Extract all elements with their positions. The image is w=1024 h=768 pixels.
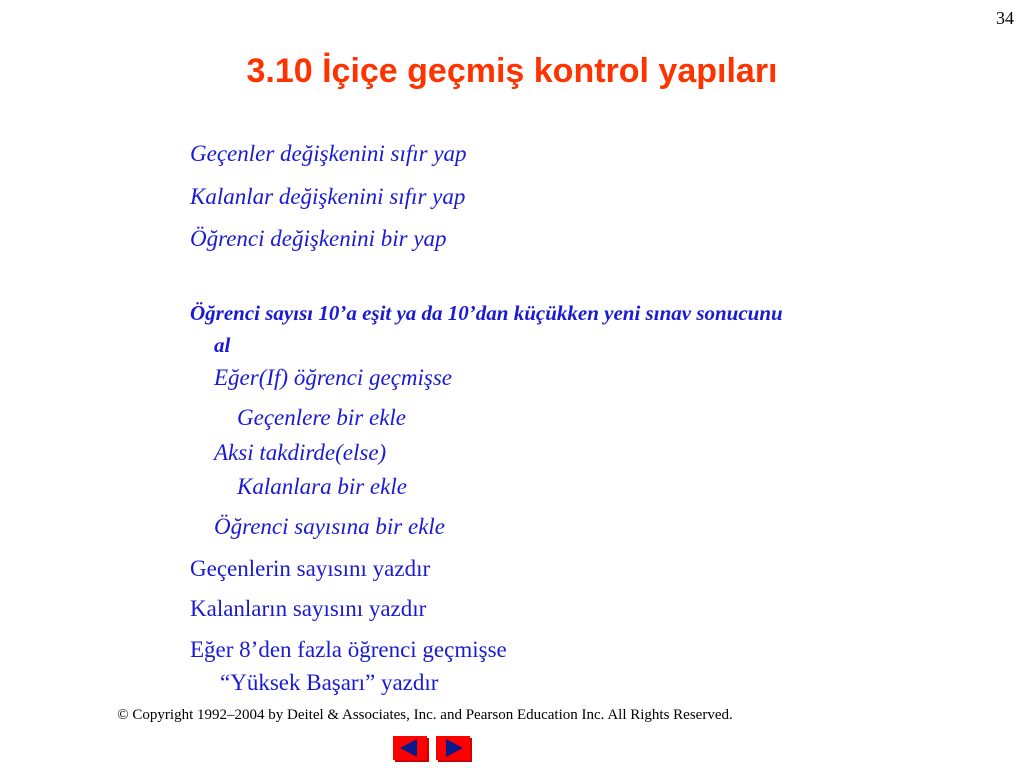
- previous-slide-button[interactable]: [393, 736, 427, 760]
- pseudocode-line-1: Geçenler değişkenini sıfır yap: [190, 141, 467, 166]
- pseudocode-line-2: Kalanlar değişkenini sıfır yap: [190, 184, 466, 209]
- pseudocode-line-14: “Yüksek Başarı” yazdır: [220, 670, 439, 695]
- slide-title: 3.10 İçiçe geçmiş kontrol yapıları: [246, 52, 778, 90]
- copyright-notice: © Copyright 1992–2004 by Deitel & Associates, Inc. and Pearson Education Inc. All Rights Reserved.: [117, 707, 733, 723]
- pseudocode-line-5: al: [214, 333, 231, 357]
- right-arrow-icon: [436, 736, 470, 760]
- pseudocode-line-10: Öğrenci sayısına bir ekle: [214, 514, 446, 539]
- page-number: 34: [996, 8, 1014, 28]
- pseudocode-line-11: Geçenlerin sayısını yazdır: [190, 556, 431, 581]
- pseudocode-line-7: Geçenlere bir ekle: [237, 405, 406, 430]
- left-arrow-icon: [393, 736, 427, 760]
- pseudocode-line-6: Eğer(If) öğrenci geçmişse: [214, 365, 453, 390]
- pseudocode-line-3: Öğrenci değişkenini bir yap: [190, 226, 447, 251]
- pseudocode-line-9: Kalanlara bir ekle: [237, 474, 407, 499]
- pseudocode-line-8: Aksi takdirde(else): [214, 440, 387, 465]
- pseudocode-line-12: Kalanların sayısını yazdır: [190, 596, 427, 621]
- pseudocode-line-13: Eğer 8’den fazla öğrenci geçmişse: [190, 637, 507, 662]
- pseudocode-line-4: Öğrenci sayısı 10’a eşit ya da 10’dan küçükken yeni sınav sonucunu: [190, 301, 783, 325]
- next-slide-button[interactable]: [436, 736, 470, 760]
